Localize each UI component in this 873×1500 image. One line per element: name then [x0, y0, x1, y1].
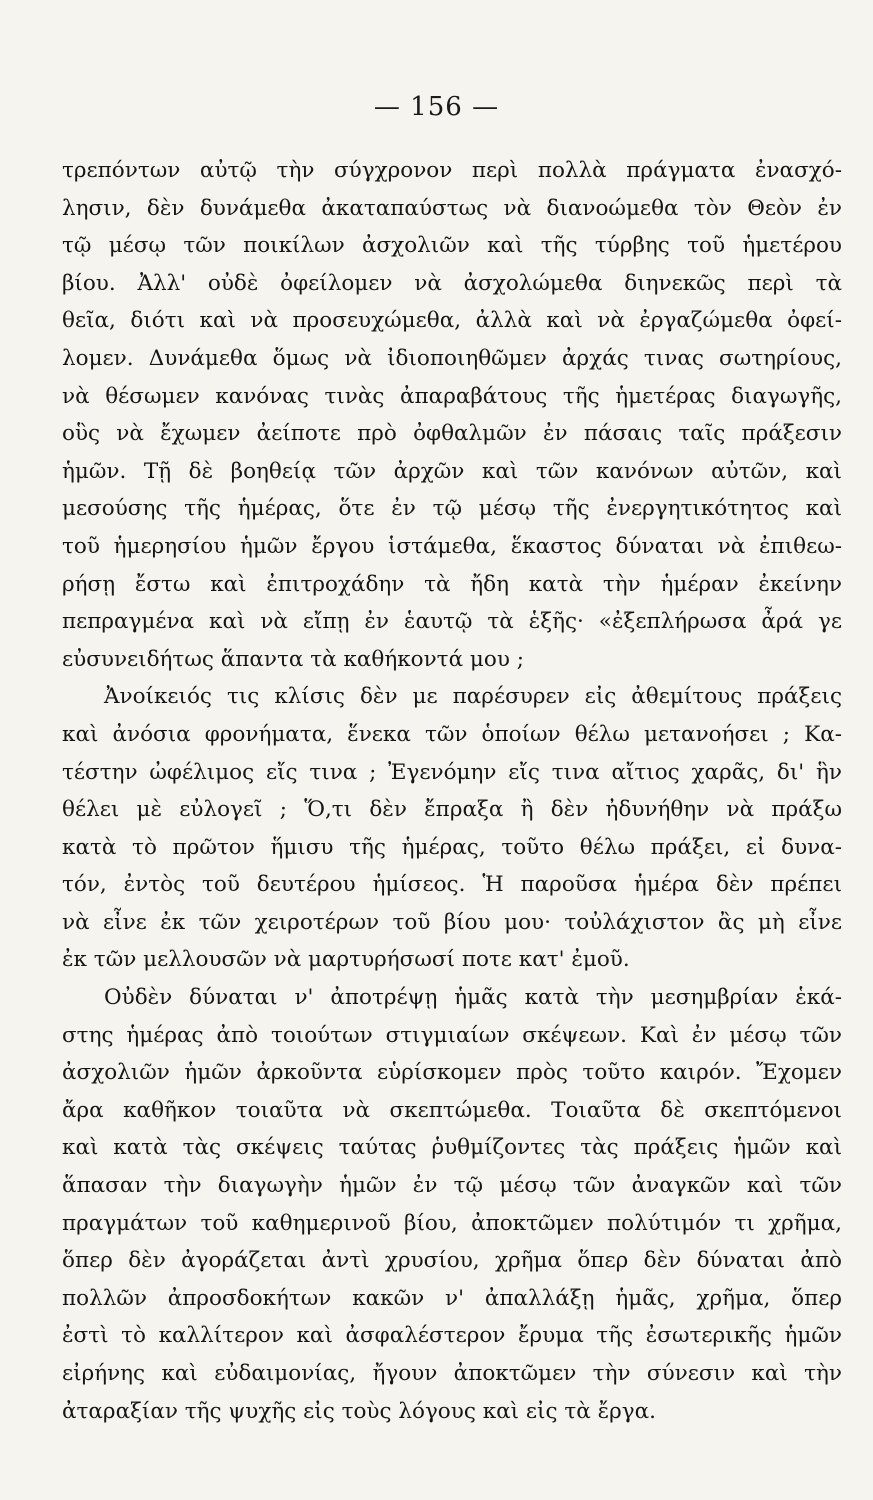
- body-text: [62, 152, 842, 1430]
- text-line: μεσούσης τῆς ἡμέρας, ὅτε ἐν τῷ μέσῳ τῆς ἐνεργητικότητος καὶ: [62, 496, 842, 522]
- page-number: — 156 —: [373, 92, 500, 122]
- text-line: τῷ μέσῳ τῶν ποικίλων ἀσχολιῶν καὶ τῆς τύρβης τοῦ ἡμετέρου: [62, 233, 842, 259]
- text-line: εὐσυνειδήτως ἅπαντα τὰ καθήκοντά μου ;: [62, 646, 524, 672]
- text-line: βίου. Ἀλλ' οὐδὲ ὀφείλομεν νὰ ἀσχολώμεθα διηνεκῶς περὶ τὰ: [62, 270, 842, 296]
- text-line: ἀσχολιῶν ἡμῶν ἀρκοῦντα εὑρίσκομεν πρὸς τοῦτο καιρόν. Ἔχομεν: [62, 1060, 842, 1086]
- text-line: ρήσῃ ἔστω καὶ ἐπιτροχάδην τὰ ἤδη κατὰ τὴν ἡμέραν ἐκείνην: [62, 571, 842, 597]
- text-line: στης ἡμέρας ἀπὸ τοιούτων στιγμιαίων σκέψεων. Καὶ ἐν μέσῳ τῶν: [62, 1022, 842, 1048]
- text-line: Οὐδὲν δύναται ν' ἀποτρέψῃ ἡμᾶς κατὰ τὴν μεσημβρίαν ἑκά-: [104, 985, 842, 1011]
- text-line: θεῖα, διότι καὶ νὰ προσευχώμεθα, ἀλλὰ καὶ νὰ ἐργαζώμεθα ὀφεί-: [62, 308, 842, 334]
- text-line: τρεπόντων αὐτῷ τὴν σύγχρονον περὶ πολλὰ πράγματα ἐνασχό-: [62, 158, 842, 183]
- text-line: λησιν, δὲν δυνάμεθα ἀκαταπαύστως νὰ διανοώμεθα τὸν Θεὸν ἐν: [62, 195, 842, 221]
- text-line: ἡμῶν. Τῇ δὲ βοηθείᾳ τῶν ἀρχῶν καὶ τῶν κανόνων αὐτῶν, καὶ: [62, 458, 842, 484]
- text-line: πραγμάτων τοῦ καθημερινοῦ βίου, ἀποκτῶμεν πολύτιμόν τι χρῆμα,: [62, 1210, 842, 1236]
- text-line: τέστην ὠφέλιμος εἴς τινα ; Ἐγενόμην εἴς τινα αἴτιος χαρᾶς, δι' ἣν: [62, 759, 842, 785]
- text-line: τοῦ ἡμερησίου ἡμῶν ἔργου ἱστάμεθα, ἕκαστος δύναται νὰ ἐπιθεω-: [62, 533, 842, 559]
- text-line: πεπραγμένα καὶ νὰ εἴπῃ ἐν ἑαυτῷ τὰ ἑξῆς· «ἐξεπλήρωσα ἆρά γε: [62, 609, 842, 635]
- text-line: ἀταραξίαν τῆς ψυχῆς εἰς τοὺς λόγους καὶ εἰς τὰ ἔργα.: [62, 1398, 656, 1424]
- text-line: νὰ εἶνε ἐκ τῶν χειροτέρων τοῦ βίου μου· τοὐλάχιστον ἂς μὴ εἶνε: [62, 909, 842, 935]
- text-line: θέλει μὲ εὐλογεῖ ; Ὅ,τι δὲν ἔπραξα ἢ δὲν ἠδυνήθην νὰ πράξω: [62, 797, 842, 823]
- text-line: ἐστὶ τὸ καλλίτερον καὶ ἀσφαλέστερον ἔρυμα τῆς ἐσωτερικῆς ἡμῶν: [62, 1323, 842, 1349]
- text-line: Ἀνοίκειός τις κλίσις δὲν με παρέσυρεν εἰς ἀθεμίτους πράξεις: [104, 684, 842, 710]
- text-line: τόν, ἐντὸς τοῦ δευτέρου ἡμίσεος. Ἡ παροῦσα ἡμέρα δὲν πρέπει: [62, 872, 842, 898]
- text-line: ἅπασαν τὴν διαγωγὴν ἡμῶν ἐν τῷ μέσῳ τῶν ἀναγκῶν καὶ τῶν: [62, 1173, 842, 1199]
- text-line: πολλῶν ἀπροσδοκήτων κακῶν ν' ἀπαλλάξῃ ἡμᾶς, χρῆμα, ὅπερ: [62, 1285, 842, 1311]
- text-line: καὶ κατὰ τὰς σκέψεις ταύτας ῥυθμίζοντες τὰς πράξεις ἡμῶν καὶ: [62, 1135, 842, 1161]
- text-line: ἐκ τῶν μελλουσῶν νὰ μαρτυρήσωσί ποτε κατ' ἐμοῦ.: [62, 947, 630, 973]
- text-line: εἰρήνης καὶ εὐδαιμονίας, ἤγουν ἀποκτῶμεν τὴν σύνεσιν καὶ τὴν: [62, 1361, 842, 1386]
- text-line: λομεν. Δυνάμεθα ὅμως νὰ ἰδιοποιηθῶμεν ἀρχάς τινας σωτηρίους,: [62, 345, 842, 371]
- text-line: κατὰ τὸ πρῶτον ἥμισυ τῆς ἡμέρας, τοῦτο θέλω πράξει, εἰ δυνα-: [62, 834, 842, 860]
- text-line: ἄρα καθῆκον τοιαῦτα νὰ σκεπτώμεθα. Τοιαῦτα δὲ σκεπτόμενοι: [62, 1097, 842, 1123]
- text-line: καὶ ἀνόσια φρονήματα, ἕνεκα τῶν ὁποίων θέλω μετανοήσει ; Κα-: [62, 721, 842, 747]
- text-line: ὅπερ δὲν ἀγοράζεται ἀντὶ χρυσίου, χρῆμα ὅπερ δὲν δύναται ἀπὸ: [62, 1248, 842, 1274]
- text-line: νὰ θέσωμεν κανόνας τινὰς ἀπαραβάτους τῆς ἡμετέρας διαγωγῆς,: [62, 383, 842, 409]
- text-line: οὓς νὰ ἔχωμεν ἀείποτε πρὸ ὀφθαλμῶν ἐν πάσαις ταῖς πράξεσιν: [62, 421, 842, 447]
